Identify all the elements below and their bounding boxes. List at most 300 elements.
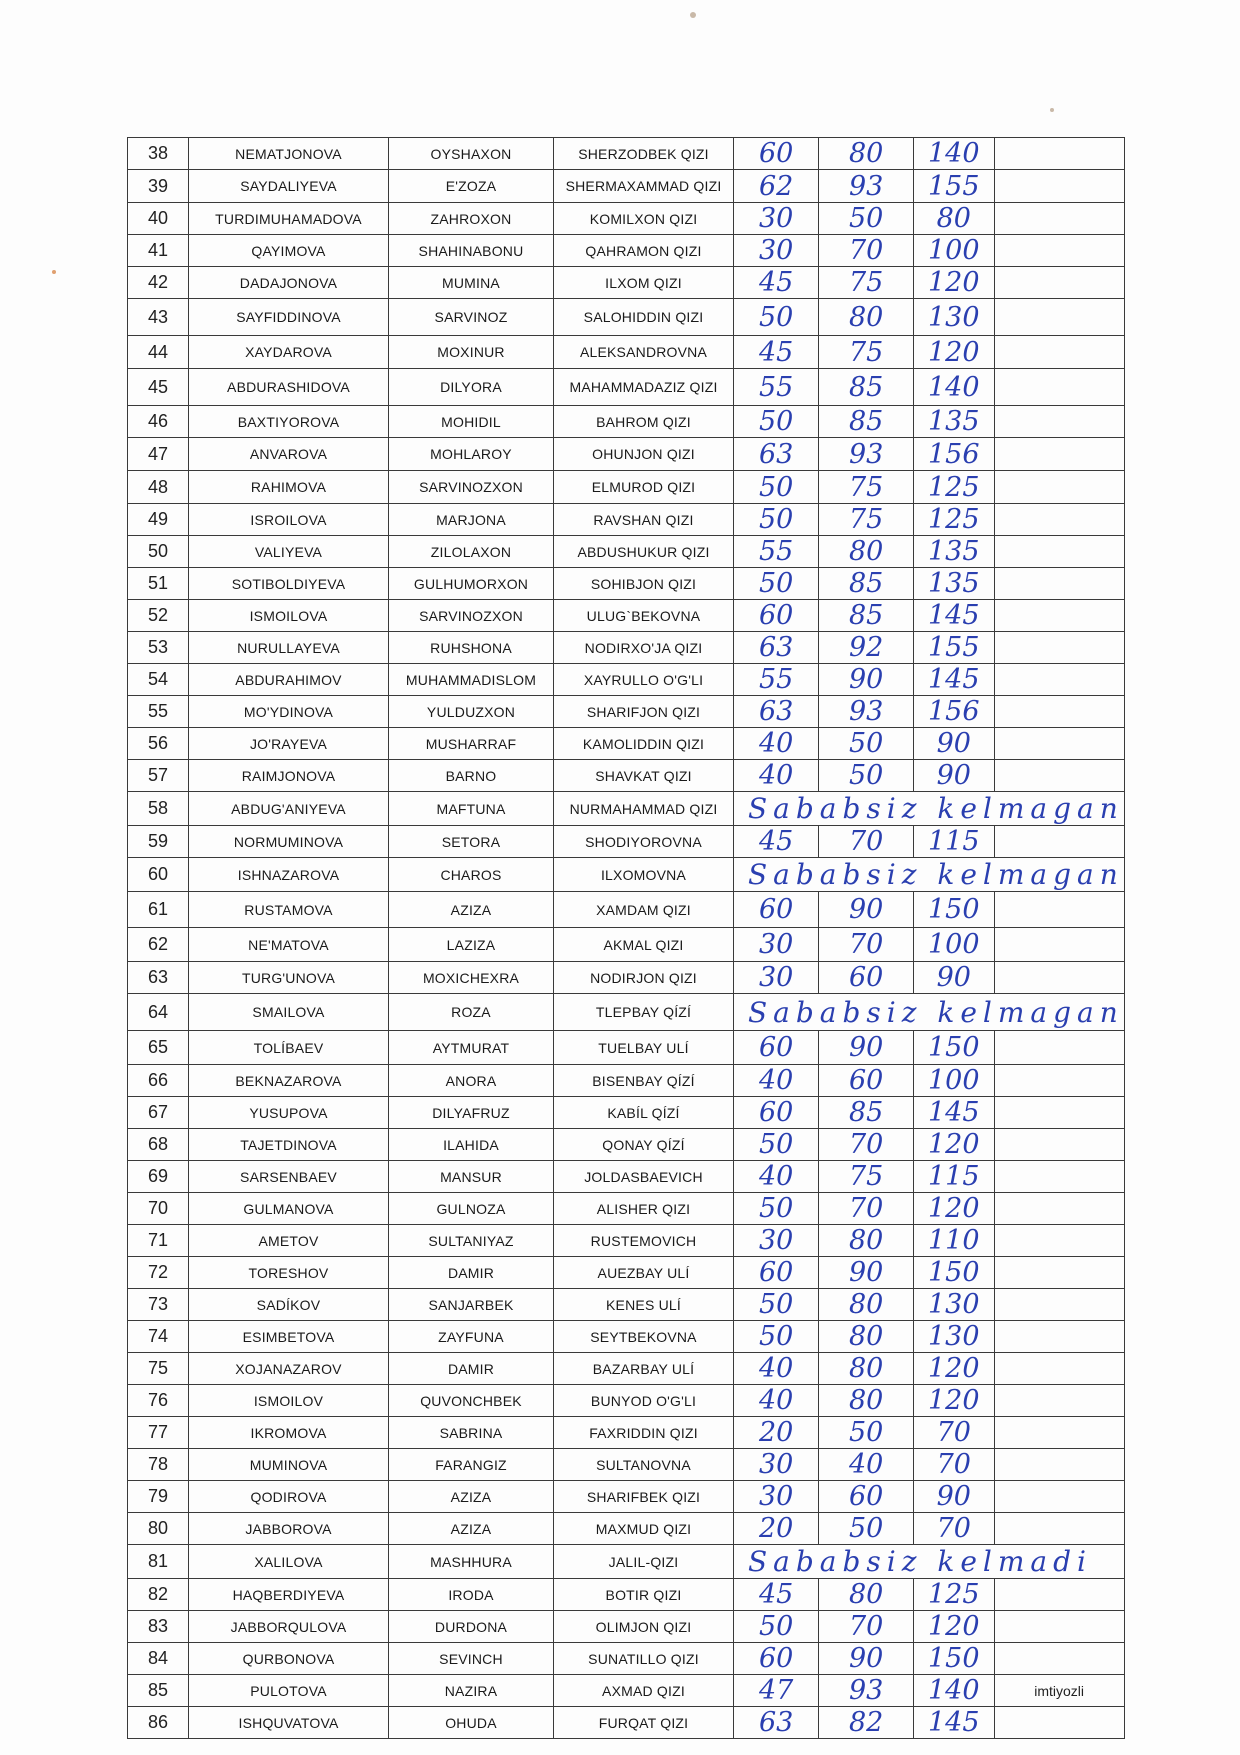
score-2: 92 [819, 632, 914, 664]
row-number: 69 [128, 1161, 189, 1193]
remark-cell [994, 235, 1124, 267]
surname-cell: ISMOILOVA [189, 600, 389, 632]
score-total: 110 [913, 1225, 994, 1257]
name-cell: AYTMURAT [389, 1031, 554, 1065]
score-2: 60 [819, 962, 914, 994]
score-2: 80 [819, 536, 914, 568]
patronymic-cell: KABÍL QÍZÍ [554, 1097, 734, 1129]
remark-cell [994, 892, 1124, 928]
row-number: 55 [128, 696, 189, 728]
patronymic-cell: ULUG`BEKOVNA [554, 600, 734, 632]
absence-note: Sababsiz kelmagan [734, 792, 1125, 826]
surname-cell: QURBONOVA [189, 1643, 389, 1675]
absence-note: Sababsiz kelmagan [734, 994, 1125, 1031]
row-number: 62 [128, 928, 189, 962]
remark-cell [994, 1193, 1124, 1225]
patronymic-cell: OLIMJON QIZI [554, 1611, 734, 1643]
score-1: 60 [734, 892, 819, 928]
name-cell: SABRINA [389, 1417, 554, 1449]
patronymic-cell: SALOHIDDIN QIZI [554, 299, 734, 336]
name-cell: DAMIR [389, 1353, 554, 1385]
patronymic-cell: AUEZBAY ULÍ [554, 1257, 734, 1289]
surname-cell: SARSENBAEV [189, 1161, 389, 1193]
surname-cell: TAJETDINOVA [189, 1129, 389, 1161]
row-number: 75 [128, 1353, 189, 1385]
score-total: 150 [913, 892, 994, 928]
score-total: 125 [913, 1579, 994, 1611]
patronymic-cell: SHERZODBEK QIZI [554, 138, 734, 170]
score-1: 50 [734, 1289, 819, 1321]
name-cell: SANJARBEK [389, 1289, 554, 1321]
patronymic-cell: MAXMUD QIZI [554, 1513, 734, 1545]
score-2: 70 [819, 1129, 914, 1161]
name-cell: AZIZA [389, 892, 554, 928]
table-row [128, 438, 1125, 471]
score-total: 90 [913, 1481, 994, 1513]
remark-cell [994, 471, 1124, 504]
remark-cell [994, 369, 1124, 406]
patronymic-cell: ALISHER QIZI [554, 1193, 734, 1225]
surname-cell: RUSTAMOVA [189, 892, 389, 928]
patronymic-cell: SUNATILLO QIZI [554, 1643, 734, 1675]
patronymic-cell: KENES ULÍ [554, 1289, 734, 1321]
remark-cell [994, 1579, 1124, 1611]
surname-cell: XOJANAZAROV [189, 1353, 389, 1385]
score-total: 100 [913, 235, 994, 267]
remark-cell [994, 1481, 1124, 1513]
score-2: 90 [819, 1643, 914, 1675]
remark-cell [994, 600, 1124, 632]
surname-cell: NEMATJONOVA [189, 138, 389, 170]
patronymic-cell: QAHRAMON QIZI [554, 235, 734, 267]
score-2: 80 [819, 1353, 914, 1385]
remark-cell [994, 1161, 1124, 1193]
score-1: 50 [734, 1321, 819, 1353]
row-number: 71 [128, 1225, 189, 1257]
score-total: 100 [913, 1065, 994, 1097]
score-2: 82 [819, 1707, 914, 1739]
score-total: 120 [913, 1353, 994, 1385]
score-total: 156 [913, 438, 994, 471]
name-cell: SHAHINABONU [389, 235, 554, 267]
remark-cell [994, 1385, 1124, 1417]
remark-cell [994, 1289, 1124, 1321]
patronymic-cell: SHARIFBEK QIZI [554, 1481, 734, 1513]
remark-cell [994, 928, 1124, 962]
score-total: 145 [913, 600, 994, 632]
score-2: 75 [819, 267, 914, 299]
surname-cell: TOLÍBAEV [189, 1031, 389, 1065]
name-cell: LAZIZA [389, 928, 554, 962]
surname-cell: RAIMJONOVA [189, 760, 389, 792]
row-number: 85 [128, 1675, 189, 1707]
score-total: 120 [913, 1129, 994, 1161]
surname-cell: TORESHOV [189, 1257, 389, 1289]
score-2: 90 [819, 1031, 914, 1065]
row-number: 52 [128, 600, 189, 632]
score-total: 130 [913, 1289, 994, 1321]
row-number: 82 [128, 1579, 189, 1611]
name-cell: OYSHAXON [389, 138, 554, 170]
row-number: 77 [128, 1417, 189, 1449]
remark-cell: imtiyozli [994, 1675, 1124, 1707]
score-1: 40 [734, 1161, 819, 1193]
table-row [128, 1707, 1125, 1739]
score-1: 50 [734, 406, 819, 438]
row-number: 68 [128, 1129, 189, 1161]
score-2: 80 [819, 1225, 914, 1257]
row-number: 57 [128, 760, 189, 792]
score-1: 45 [734, 267, 819, 299]
patronymic-cell: MAHAMMADAZIZ QIZI [554, 369, 734, 406]
patronymic-cell: AXMAD QIZI [554, 1675, 734, 1707]
surname-cell: PULOTOVA [189, 1675, 389, 1707]
row-number: 63 [128, 962, 189, 994]
table-row [128, 1129, 1125, 1161]
patronymic-cell: BAHROM QIZI [554, 406, 734, 438]
score-total: 70 [913, 1513, 994, 1545]
patronymic-cell: FURQAT QIZI [554, 1707, 734, 1739]
name-cell: ZAYFUNA [389, 1321, 554, 1353]
remark-cell [994, 728, 1124, 760]
score-2: 93 [819, 438, 914, 471]
patronymic-cell: SHODIYOROVNA [554, 826, 734, 858]
table-row [128, 1097, 1125, 1129]
patronymic-cell: ILXOMOVNA [554, 858, 734, 892]
table-row [128, 1481, 1125, 1513]
score-2: 50 [819, 1417, 914, 1449]
name-cell: MUSHARRAF [389, 728, 554, 760]
name-cell: ANORA [389, 1065, 554, 1097]
table-row [128, 1289, 1125, 1321]
row-number: 54 [128, 664, 189, 696]
row-number: 39 [128, 170, 189, 203]
name-cell: SEVINCH [389, 1643, 554, 1675]
surname-cell: SOTIBOLDIYEVA [189, 568, 389, 600]
score-2: 80 [819, 1385, 914, 1417]
score-2: 85 [819, 1097, 914, 1129]
table-row [128, 1611, 1125, 1643]
remark-cell [994, 504, 1124, 536]
name-cell: MOXINUR [389, 336, 554, 369]
table-row [128, 369, 1125, 406]
table-row [128, 1385, 1125, 1417]
table-row [128, 728, 1125, 760]
score-1: 60 [734, 1643, 819, 1675]
surname-cell: NE'MATOVA [189, 928, 389, 962]
score-total: 100 [913, 928, 994, 962]
row-number: 41 [128, 235, 189, 267]
score-2: 93 [819, 1675, 914, 1707]
score-2: 50 [819, 1513, 914, 1545]
table-row [128, 170, 1125, 203]
score-1: 62 [734, 170, 819, 203]
score-total: 90 [913, 962, 994, 994]
patronymic-cell: SHARIFJON QIZI [554, 696, 734, 728]
remark-cell [994, 1449, 1124, 1481]
remark-cell [994, 336, 1124, 369]
score-total: 70 [913, 1449, 994, 1481]
row-number: 61 [128, 892, 189, 928]
name-cell: MASHHURA [389, 1545, 554, 1579]
row-number: 53 [128, 632, 189, 664]
name-cell: MANSUR [389, 1161, 554, 1193]
score-2: 93 [819, 696, 914, 728]
table-row [128, 1675, 1125, 1707]
patronymic-cell: JOLDASBAEVICH [554, 1161, 734, 1193]
surname-cell: SAYFIDDINOVA [189, 299, 389, 336]
surname-cell: QODIROVA [189, 1481, 389, 1513]
score-1: 40 [734, 728, 819, 760]
score-total: 140 [913, 1675, 994, 1707]
score-2: 40 [819, 1449, 914, 1481]
score-1: 55 [734, 369, 819, 406]
table-row [128, 664, 1125, 696]
score-2: 60 [819, 1481, 914, 1513]
score-2: 80 [819, 1321, 914, 1353]
surname-cell: ANVAROVA [189, 438, 389, 471]
row-number: 46 [128, 406, 189, 438]
patronymic-cell: BUNYOD O'G'LI [554, 1385, 734, 1417]
score-total: 90 [913, 760, 994, 792]
name-cell: MOHLAROY [389, 438, 554, 471]
score-total: 135 [913, 536, 994, 568]
score-2: 60 [819, 1065, 914, 1097]
table-row [128, 1353, 1125, 1385]
row-number: 40 [128, 203, 189, 235]
surname-cell: ISMOILOV [189, 1385, 389, 1417]
name-cell: E'ZOZA [389, 170, 554, 203]
remark-cell [994, 664, 1124, 696]
patronymic-cell: OHUNJON QIZI [554, 438, 734, 471]
remark-cell [994, 1513, 1124, 1545]
name-cell: AZIZA [389, 1481, 554, 1513]
score-1: 30 [734, 1449, 819, 1481]
score-2: 80 [819, 1289, 914, 1321]
row-number: 76 [128, 1385, 189, 1417]
remark-cell [994, 1643, 1124, 1675]
table-row [128, 536, 1125, 568]
score-2: 50 [819, 760, 914, 792]
table-row [128, 1643, 1125, 1675]
score-1: 63 [734, 696, 819, 728]
surname-cell: NURULLAYEVA [189, 632, 389, 664]
surname-cell: AMETOV [189, 1225, 389, 1257]
score-1: 50 [734, 1193, 819, 1225]
row-number: 86 [128, 1707, 189, 1739]
score-2: 85 [819, 600, 914, 632]
table-row [128, 138, 1125, 170]
score-2: 50 [819, 728, 914, 760]
score-2: 70 [819, 928, 914, 962]
patronymic-cell: BAZARBAY ULÍ [554, 1353, 734, 1385]
surname-cell: HAQBERDIYEVA [189, 1579, 389, 1611]
table-row [128, 600, 1125, 632]
table-row [128, 1449, 1125, 1481]
name-cell: DILYAFRUZ [389, 1097, 554, 1129]
patronymic-cell: BISENBAY QÍZÍ [554, 1065, 734, 1097]
score-total: 130 [913, 299, 994, 336]
row-number: 81 [128, 1545, 189, 1579]
name-cell: BARNO [389, 760, 554, 792]
score-1: 63 [734, 438, 819, 471]
score-2: 80 [819, 299, 914, 336]
score-total: 140 [913, 138, 994, 170]
score-1: 45 [734, 826, 819, 858]
score-2: 93 [819, 170, 914, 203]
row-number: 72 [128, 1257, 189, 1289]
table-row [128, 826, 1125, 858]
score-total: 80 [913, 203, 994, 235]
score-1: 30 [734, 1225, 819, 1257]
surname-cell: QAYIMOVA [189, 235, 389, 267]
score-1: 50 [734, 1129, 819, 1161]
table-row [128, 928, 1125, 962]
score-1: 20 [734, 1417, 819, 1449]
score-1: 50 [734, 1611, 819, 1643]
name-cell: MAFTUNA [389, 792, 554, 826]
surname-cell: SAYDALIYEVA [189, 170, 389, 203]
score-1: 55 [734, 664, 819, 696]
patronymic-cell: AKMAL QIZI [554, 928, 734, 962]
patronymic-cell: BOTIR QIZI [554, 1579, 734, 1611]
name-cell: RUHSHONA [389, 632, 554, 664]
name-cell: YULDUZXON [389, 696, 554, 728]
score-total: 120 [913, 1193, 994, 1225]
remark-cell [994, 1353, 1124, 1385]
name-cell: SARVINOZXON [389, 600, 554, 632]
row-number: 74 [128, 1321, 189, 1353]
score-1: 50 [734, 504, 819, 536]
score-total: 156 [913, 696, 994, 728]
score-1: 60 [734, 1097, 819, 1129]
surname-cell: RAHIMOVA [189, 471, 389, 504]
name-cell: QUVONCHBEK [389, 1385, 554, 1417]
remark-cell [994, 1611, 1124, 1643]
score-2: 75 [819, 471, 914, 504]
name-cell: ZILOLAXON [389, 536, 554, 568]
remark-cell [994, 1321, 1124, 1353]
name-cell: DURDONA [389, 1611, 554, 1643]
name-cell: SULTANIYAZ [389, 1225, 554, 1257]
score-1: 30 [734, 928, 819, 962]
table-row [128, 1193, 1125, 1225]
score-1: 60 [734, 600, 819, 632]
name-cell: GULNOZA [389, 1193, 554, 1225]
row-number: 78 [128, 1449, 189, 1481]
score-total: 130 [913, 1321, 994, 1353]
score-total: 115 [913, 826, 994, 858]
row-number: 47 [128, 438, 189, 471]
row-number: 42 [128, 267, 189, 299]
score-2: 50 [819, 203, 914, 235]
remark-cell [994, 760, 1124, 792]
surname-cell: MUMINOVA [189, 1449, 389, 1481]
score-1: 47 [734, 1675, 819, 1707]
absence-note: Sababsiz kelmadi [734, 1545, 1125, 1579]
table-row [128, 994, 1125, 1031]
name-cell: SARVINOZXON [389, 471, 554, 504]
table-body [128, 138, 1125, 1739]
patronymic-cell: SHAVKAT QIZI [554, 760, 734, 792]
surname-cell: JABBOROVA [189, 1513, 389, 1545]
surname-cell: JO'RAYEVA [189, 728, 389, 760]
name-cell: SETORA [389, 826, 554, 858]
score-1: 63 [734, 1707, 819, 1739]
score-1: 30 [734, 962, 819, 994]
row-number: 64 [128, 994, 189, 1031]
patronymic-cell: RAVSHAN QIZI [554, 504, 734, 536]
surname-cell: BAXTIYOROVA [189, 406, 389, 438]
score-2: 70 [819, 1611, 914, 1643]
remark-cell [994, 1257, 1124, 1289]
score-1: 40 [734, 1385, 819, 1417]
score-total: 120 [913, 336, 994, 369]
table-row [128, 632, 1125, 664]
row-number: 48 [128, 471, 189, 504]
score-2: 80 [819, 1579, 914, 1611]
table-row [128, 1545, 1125, 1579]
table-row [128, 858, 1125, 892]
score-total: 140 [913, 369, 994, 406]
remark-cell [994, 1129, 1124, 1161]
score-1: 30 [734, 1481, 819, 1513]
name-cell: CHAROS [389, 858, 554, 892]
table-row [128, 504, 1125, 536]
table-row [128, 471, 1125, 504]
name-cell: MOXICHEXRA [389, 962, 554, 994]
surname-cell: JABBORQULOVA [189, 1611, 389, 1643]
surname-cell: XAYDAROVA [189, 336, 389, 369]
patronymic-cell: NODIRXO'JA QIZI [554, 632, 734, 664]
table-row [128, 1513, 1125, 1545]
row-number: 56 [128, 728, 189, 760]
name-cell: MARJONA [389, 504, 554, 536]
surname-cell: MO'YDINOVA [189, 696, 389, 728]
row-number: 59 [128, 826, 189, 858]
score-2: 70 [819, 1193, 914, 1225]
score-1: 50 [734, 568, 819, 600]
paper-speck [1050, 108, 1054, 112]
score-total: 115 [913, 1161, 994, 1193]
patronymic-cell: XAMDAM QIZI [554, 892, 734, 928]
surname-cell: TURDIMUHAMADOVA [189, 203, 389, 235]
surname-cell: DADAJONOVA [189, 267, 389, 299]
remark-cell [994, 438, 1124, 471]
name-cell: ILAHIDA [389, 1129, 554, 1161]
patronymic-cell: ALEKSANDROVNA [554, 336, 734, 369]
surname-cell: YUSUPOVA [189, 1097, 389, 1129]
table-row [128, 1257, 1125, 1289]
score-1: 30 [734, 235, 819, 267]
score-1: 60 [734, 1031, 819, 1065]
row-number: 43 [128, 299, 189, 336]
name-cell: GULHUMORXON [389, 568, 554, 600]
surname-cell: ABDURAHIMOV [189, 664, 389, 696]
remark-cell [994, 1707, 1124, 1739]
score-total: 135 [913, 568, 994, 600]
table-row [128, 1321, 1125, 1353]
remark-cell [994, 568, 1124, 600]
score-2: 80 [819, 138, 914, 170]
patronymic-cell: KOMILXON QIZI [554, 203, 734, 235]
score-total: 90 [913, 728, 994, 760]
patronymic-cell: QONAY QÍZÍ [554, 1129, 734, 1161]
remark-cell [994, 1065, 1124, 1097]
surname-cell: BEKNAZAROVA [189, 1065, 389, 1097]
score-total: 125 [913, 471, 994, 504]
score-2: 70 [819, 826, 914, 858]
